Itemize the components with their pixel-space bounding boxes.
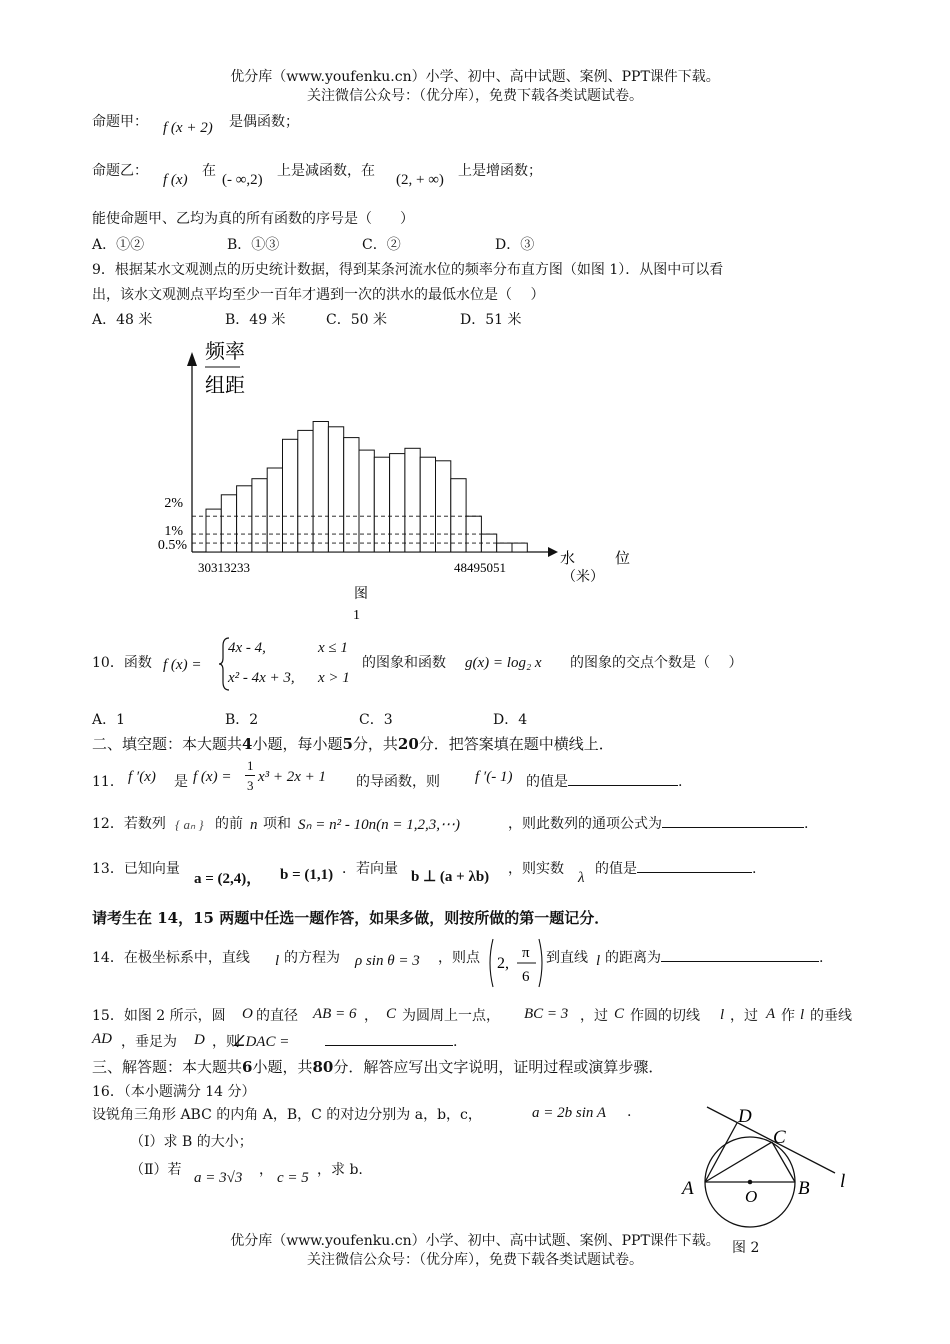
histogram-bar-30 [206,509,221,552]
q12-text: ，则此数列的通项公式为 . [508,813,808,833]
q8-question: 能使命题甲、乙均为真的所有函数的序号是（ ） [92,211,414,227]
q15-blank-wrap: . [325,1031,457,1050]
x-label-unit: （米） [562,570,604,585]
q8-jia-label: 命题甲： [92,114,148,130]
histogram-bar-37 [313,422,328,553]
center-dot-O [748,1180,753,1185]
q14-eq: ρ sin θ = 3 [355,953,420,969]
histogram-bar-45 [436,461,451,552]
q13-text-a: ．若向量 [342,861,398,877]
q16-part-2-c-val: c = 5 [277,1170,309,1186]
q15-D: D [194,1032,205,1048]
q14-l2: l [596,953,601,969]
q10-case1-cond: x ≤ 1 [318,640,348,656]
label-D: D [738,1106,752,1127]
q16-title: 16．（本小题满分 14 分） [92,1084,256,1100]
q10-num: 10．函数 [92,655,152,671]
q8-option-d: D．③ [495,237,535,253]
q10-case2-expr: x² - 4x + 3, [228,670,295,686]
q10-case2-cond: x > 1 [318,670,350,686]
q11-frac-den: 3 [247,778,254,793]
x-label-word-2: 位 [615,551,631,567]
q16-stem-end: . [627,1104,632,1120]
q12-num: 12．若数列 [92,816,166,832]
q10-end: 的图象的交点个数是（ ） [570,655,743,671]
x-axis-arrow [548,547,558,557]
x-ticks-right: 48495051 [454,560,506,575]
q15-line1-d: 为圆周上一点， [402,1008,500,1024]
q15-A: A [766,1006,776,1022]
q15-line1-f: 作圆的切线 [630,1008,700,1024]
q13-answer-blank[interactable] [637,858,752,873]
q15-AB: AB = 6 [313,1006,357,1022]
q11-zhishi: 的值是 . [526,771,682,791]
q11-fx: f (x) = [193,769,232,785]
tangent-line-l [707,1107,835,1173]
q13-text-c: 的值是 . [595,858,756,878]
figure-2-caption: 图 2 [732,1240,760,1256]
q14-point-r: 2, [497,955,509,972]
q15-l: l [720,1007,725,1023]
q12-answer-blank[interactable] [662,813,804,828]
q12-sn: Sₙ = n² - 10n(n = 1,2,3,⋯) [298,817,460,833]
q15-line1-a: 15．如图 2 所示，圆 [92,1008,226,1024]
q15-C: C [386,1006,397,1022]
q8-jia-text: 是偶函数； [229,114,299,130]
histogram-bar-35 [283,439,298,552]
histogram-bar-49 [497,543,512,552]
segment-BC [772,1142,795,1182]
footer-line-2: 关注微信公众号：（优分库），免费下载各类试题试卷。 [307,1252,643,1268]
section-2-heading: 二、填空题：本大题共4小题，每小题5分，共20分．把答案填在题中横线上． [92,735,614,753]
q8-jia-expr: f (x + 2) [163,120,213,136]
section-3-heading: 三、解答题：本大题共6小题，共80分．解答应写出文字说明，证明过程或演算步骤． [92,1058,664,1076]
q8-option-b: B．①③ [227,237,280,253]
y-tick-0-5pct: 0.5% [157,538,187,553]
q14-text-c: 到直线 [546,950,588,966]
q14-num: 14．在极坐标系中，直线 [92,950,250,966]
q11-frac-num: 1 [247,758,254,773]
histogram-bar-34 [267,468,282,552]
q12-xianghe: 项和 [263,816,291,832]
q14-point-pi: π [522,945,530,961]
q14-text-d: 的距离为 . [605,947,823,967]
q15-line1-i: 的垂线 [810,1008,852,1024]
q16-part-2-sep: ， [259,1162,273,1178]
q8-yi-zai: 在 [202,163,216,179]
q16-part-2-a-val: a = 3√3 [194,1170,243,1186]
q15-C2: C [614,1006,625,1022]
histogram-bar-39 [344,438,359,552]
q15-line2-b: ，则 [212,1034,240,1050]
q11-frac-bar [245,775,255,776]
q10-mid: 的图象和函数 [362,655,446,671]
footer-line-1: 优分库（www.youfenku.cn）小学、初中、高中试题、案例、PPT课件下载。 [230,1233,720,1249]
y-label-bottom: 组距 [205,375,245,397]
q11-answer-blank[interactable] [568,771,678,786]
q13-lambda: λ [578,870,585,886]
q16-part-2-a: （Ⅱ）若 [130,1162,182,1178]
q14-point-6: 6 [522,969,530,985]
q8-option-c: C．② [362,237,401,253]
q15-angle: ∠DAC = [232,1034,290,1050]
histogram-bar-43 [405,448,420,552]
q12-seq: { aₙ } [175,817,204,832]
y-label-top: 频率 [205,341,245,363]
histogram-bar-38 [328,427,343,552]
q9-option-a: A．48 米 [92,312,153,328]
q13-perp: b ⊥ (a + λb) [411,869,490,885]
q12-n: n [250,817,258,833]
q16-stem: 设锐角三角形 ABC 的内角 A，B，C 的对边分别为 a，b，c， [92,1107,482,1123]
q11-shi: 是 [174,774,188,790]
q8-jia [92,111,148,131]
header-line-1: 优分库（www.youfenku.cn）小学、初中、高中试题、案例、PPT课件下载。 [230,69,720,85]
q10-case1-expr: 4x - 4, [228,640,266,656]
q15-comma: ， [364,1008,378,1024]
q10-option-a: A．1 [92,712,126,728]
q9-option-c: C．50 米 [326,312,387,328]
histogram-bar-50 [512,543,527,552]
q15-BC: BC = 3 [524,1006,569,1022]
label-C: C [773,1127,786,1148]
q14-answer-blank[interactable] [661,947,819,962]
q13-text-b: ，则实数 [508,861,564,877]
figure-1-caption-line-2: 1 [353,608,360,623]
q15-O: O [242,1006,253,1022]
q13-num: 13．已知向量 [92,861,180,877]
q10-gx: g(x) = log₂ x [465,655,542,671]
q16-part-1: （Ⅰ）求 B 的大小； [130,1134,253,1150]
q8-yi-expr1: f (x) [163,172,188,188]
q11-fprime: f ′(x) [128,769,156,785]
q11-poly: x³ + 2x + 1 [258,769,327,785]
q15-answer-blank[interactable] [325,1031,453,1046]
q15-AD: AD [92,1031,112,1047]
q14-text-a: 的方程为 [284,950,340,966]
q8-yi-text1: 上是减函数，在 [277,163,375,179]
q10-option-d: D．4 [493,712,528,728]
q15-line1-b: 的直径 [256,1008,298,1024]
x-ticks-left: 30313233 [198,560,250,575]
q13-vec-b: b = (1,1) [280,867,334,883]
q10-option-b: B．2 [225,712,259,728]
q11-text: 的导函数，则 [356,774,440,790]
y-tick-2pct: 2% [164,496,183,511]
q16-part-2-b: ，求 b. [317,1162,363,1178]
q8-yi-label: 命题乙： [92,163,148,179]
q11-num: 11． [92,774,124,790]
y-tick-1pct: 1% [164,524,183,539]
histogram-bar-44 [420,457,435,552]
q13-vec-a: a = (2,4)， [194,871,262,887]
label-l: l [840,1171,846,1192]
q8-option-a: A．①② [92,237,145,253]
histogram-figure-1 [150,330,650,630]
y-axis-arrow [187,352,197,366]
q8-yi-int2: (2, + ∞) [396,172,444,188]
q9-option-d: D．51 米 [460,312,522,328]
histogram-bar-32 [237,486,252,552]
q16-stem-eq: a = 2b sin A [532,1105,607,1121]
q15-line1-g: ，过 [730,1008,758,1024]
q8-yi-text2: 上是增函数； [458,163,542,179]
q10-fx: f (x) = [163,657,202,673]
q15-line2-a: ，垂足为 [121,1034,177,1050]
histogram-bar-42 [390,454,405,552]
q14-l: l [275,953,280,969]
choose-instruction: 请考生在 14，15 两题中任选一题作答，如果多做，则按所做的第一题记分． [92,909,610,927]
q15-l2: l [800,1007,805,1023]
label-O: O [745,1187,758,1206]
q9-line-2: 出，该水文观测点平均至少一百年才遇到一次的洪水的最低水位是（ ） [92,287,545,303]
histogram-bar-41 [374,457,389,552]
histogram-bar-33 [252,479,267,552]
q9-option-b: B．49 米 [225,312,286,328]
q11-fprime-neg1: f ′(- 1) [475,769,513,785]
q9-line-1: 9．根据某水文观测点的历史统计数据，得到某条河流水位的频率分布直方图（如图 1）．从图中可以看 [92,262,724,278]
histogram-bar-40 [359,450,374,552]
x-label-word-1: 水 [560,551,576,567]
label-B: B [798,1178,810,1199]
segment-AC [705,1142,772,1182]
q12-qian: 的前 [215,816,243,832]
label-A: A [682,1178,694,1199]
q14-point [486,937,546,989]
histogram-bar-46 [451,479,466,552]
q15-line1-h: 作 [781,1008,795,1024]
figure-1-caption-line-1: 图 [354,587,368,602]
q15-line1-e: ，过 [580,1008,608,1024]
q14-text-b: ，则点 [438,950,480,966]
q8-yi-int1: (- ∞,2) [222,172,263,188]
header-line-2: 关注微信公众号：（优分库），免费下载各类试题试卷。 [307,88,643,104]
q10-option-c: C．3 [359,712,393,728]
